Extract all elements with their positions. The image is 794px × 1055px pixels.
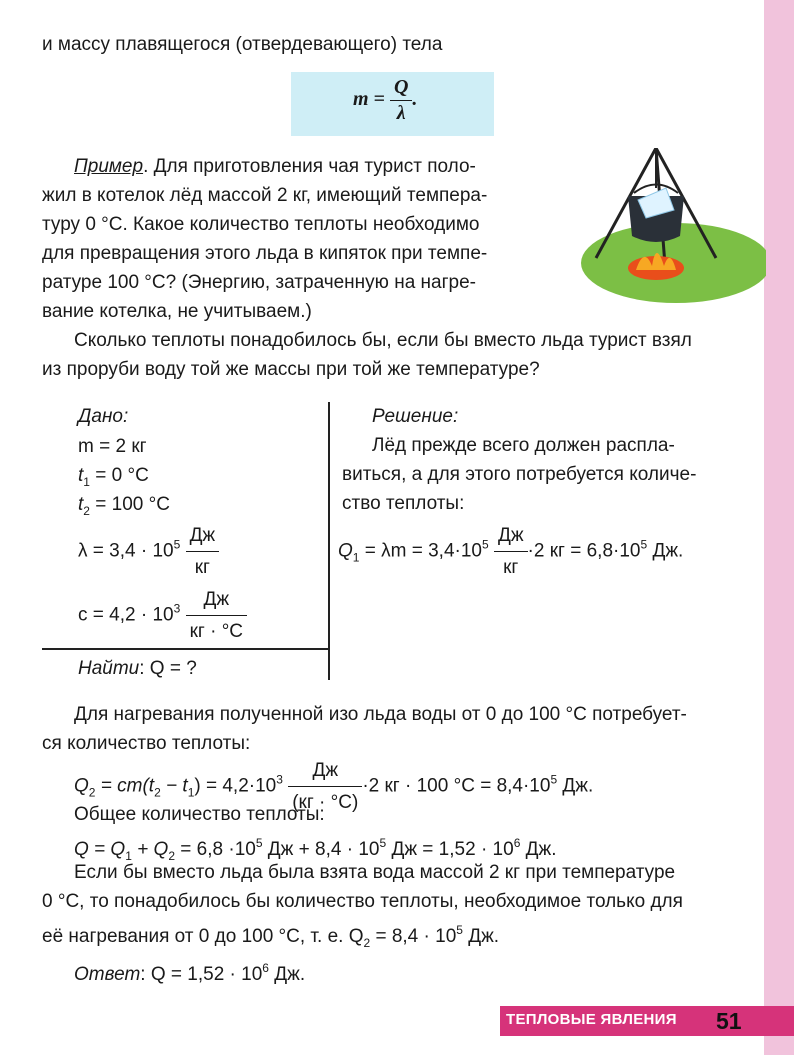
- total-s2: 2: [168, 849, 176, 863]
- solution-line-2: виться, а для этого потребуется количе-: [342, 464, 697, 485]
- section-title: ТЕПЛОВЫЕ ЯВЛЕНИЯ: [506, 1011, 677, 1028]
- example-text: . Для приготовления чая турист поло-: [143, 156, 476, 177]
- total-e1: 5: [255, 836, 263, 850]
- t2-sub: 2: [83, 504, 90, 518]
- q1-equation: [338, 521, 683, 582]
- t2-value: = 100 °С: [89, 494, 170, 515]
- q1-exp2: 5: [640, 537, 648, 552]
- answer-label: Ответ: [74, 964, 141, 985]
- water-b: = 8,4 · 10: [370, 926, 457, 947]
- formula-denominator: λ: [396, 102, 406, 124]
- q2-unit-num: Дж: [288, 756, 362, 787]
- solution-title: Решение:: [372, 406, 459, 427]
- q2-unit-den: (кг · °С): [292, 792, 359, 813]
- given-title-text: Дано: [78, 406, 123, 427]
- water-line-2: 0 °С, то понадобилось бы количество теплоты, необходимое только для: [42, 891, 683, 912]
- total-d: Дж + 8,4 · 10: [262, 839, 380, 860]
- formula-dot: .: [412, 88, 418, 111]
- t1-value: = 0 °С: [89, 465, 149, 486]
- divider-horizontal: [42, 648, 330, 650]
- total-label: Общее количество теплоты:: [74, 804, 325, 825]
- example-line-6: вание котелка, не учитываем.): [42, 301, 312, 322]
- total-e2: 5: [379, 836, 387, 850]
- example-line-4: для превращения этого льда в кипяток при темпе-: [42, 243, 488, 264]
- given-m: m = 2 кг: [78, 436, 147, 457]
- q2-t1-sub: 1: [187, 785, 195, 800]
- c-unit: [186, 585, 247, 646]
- given-c: [78, 585, 247, 646]
- q2-exp: 3: [276, 772, 283, 787]
- t1-symbol: t: [78, 465, 84, 486]
- total-e: Дж = 1,52 · 10: [386, 839, 514, 860]
- c-exp: 3: [173, 601, 181, 616]
- solution-title-text: Решение: [372, 406, 453, 427]
- q2-close: ) = 4,2·10: [194, 775, 277, 797]
- q1-sub: 1: [352, 550, 360, 565]
- formula-lhs: m =: [353, 88, 385, 111]
- example-label: Пример: [74, 156, 144, 177]
- total-e3: 6: [513, 836, 521, 850]
- find-label: Найти: [78, 658, 140, 679]
- question-line-1: Сколько теплоты понадобилось бы, если бы вместо льда турист взял: [74, 330, 692, 351]
- c-unit-num: Дж: [186, 585, 247, 616]
- heating-line-1: Для нагревания полученной изо льда воды от 0 до 100 °С потребует-: [74, 704, 687, 725]
- given-title: Дано:: [78, 406, 129, 427]
- water-exp: 5: [456, 923, 463, 937]
- example-line-2: жил в котелок лёд массой 2 кг, имеющий темпера-: [42, 185, 488, 206]
- given-lambda: [78, 521, 219, 582]
- divider-vertical: [328, 402, 330, 680]
- c-value: c = 4,2 · 10: [78, 604, 174, 626]
- question-line-2: из проруби воду той же массы при той же температуре?: [42, 359, 540, 380]
- q1-symbol: Q: [338, 540, 353, 562]
- total-b: + Q: [131, 839, 169, 860]
- answer-exp: 6: [262, 961, 269, 975]
- q1-exp: 5: [481, 537, 489, 552]
- water-sub: 2: [363, 936, 371, 950]
- find-value: : Q = ?: [139, 658, 197, 679]
- intro-line: и массу плавящегося (отвердевающего) тела: [42, 34, 443, 55]
- q1-unit-den: кг: [503, 557, 519, 578]
- solution-line-1: Лёд прежде всего должен распла-: [372, 435, 675, 456]
- find-line: [78, 654, 197, 683]
- q2-tail: ·2 кг · 100 °С = 8,4·10: [362, 775, 551, 797]
- page-number: 51: [716, 1008, 742, 1034]
- example-line-3: туру 0 °С. Какое количество теплоты необходимо: [42, 214, 480, 235]
- example-line-5: ратуре 100 °С? (Энергию, затраченную на нагре-: [42, 272, 476, 293]
- q1-tail: ·2 кг = 6,8·10: [527, 540, 641, 562]
- lambda-unit-den: кг: [194, 557, 210, 578]
- answer-a: : Q = 1,52 · 10: [140, 964, 263, 985]
- answer-b: Дж.: [268, 964, 306, 985]
- formula-numerator: Q: [390, 76, 412, 101]
- answer-line: [74, 954, 305, 989]
- campfire-kettle-illustration: [566, 148, 766, 308]
- formula-main: [353, 76, 417, 125]
- total-c: = 6,8 ·10: [175, 839, 256, 860]
- water-line-3: [42, 916, 499, 958]
- q2-exp2: 5: [550, 772, 558, 787]
- water-line-1: Если бы вместо льда была взята вода массой 2 кг при температуре: [74, 862, 676, 883]
- heating-line-2: ся количество теплоты:: [42, 733, 251, 754]
- q2-minus: − t: [160, 775, 188, 797]
- total-f: Дж.: [520, 839, 557, 860]
- q2-symbol: Q: [74, 775, 89, 797]
- q2-t2-sub: 2: [154, 785, 161, 800]
- page-edge-band: [764, 0, 794, 1055]
- q1-unit-num: Дж: [494, 521, 528, 552]
- total-a: Q = Q: [74, 839, 126, 860]
- t1-sub: 1: [83, 475, 90, 489]
- q1-end: Дж.: [647, 540, 684, 562]
- water-c: Дж.: [462, 926, 500, 947]
- t2-symbol: t: [78, 494, 84, 515]
- q2-end: Дж.: [557, 775, 594, 797]
- c-unit-den: кг · °С: [189, 621, 244, 642]
- lambda-unit-num: Дж: [186, 521, 220, 552]
- lambda-exp: 5: [173, 537, 181, 552]
- q2-mid: = cm(t: [95, 775, 155, 797]
- q2-sub: 2: [88, 785, 96, 800]
- total-s1: 1: [125, 849, 132, 863]
- formula-fraction: [390, 76, 412, 125]
- formula-box: [291, 72, 494, 136]
- water-a: её нагревания от 0 до 100 °С, т. е. Q: [42, 926, 364, 947]
- solution-line-3: ство теплоты:: [342, 493, 465, 514]
- lambda-value: λ = 3,4 · 10: [78, 540, 174, 562]
- q1-unit: [494, 521, 528, 582]
- example-line-1: [74, 152, 476, 181]
- lambda-unit: [186, 521, 220, 582]
- q1-mid: = λm = 3,4·10: [359, 540, 482, 562]
